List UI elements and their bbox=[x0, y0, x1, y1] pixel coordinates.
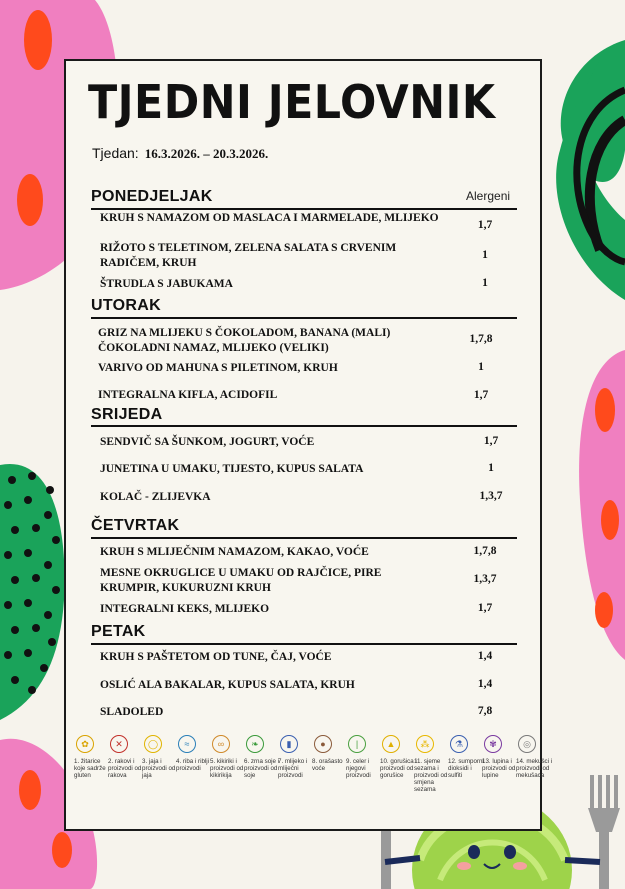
milk-icon: ▮ bbox=[280, 735, 298, 753]
allergen-code: 1 bbox=[482, 277, 488, 289]
legend-item: ⁂ 11. sjeme sezama i proizvodi od smjena sezama bbox=[414, 735, 448, 793]
allergen-code: 1 bbox=[478, 361, 484, 373]
legend-item: ✕ 2. rakovi i proizvodi od rakova bbox=[108, 735, 142, 779]
allergen-code: 1,7 bbox=[473, 389, 489, 401]
allergen-code: 1,4 bbox=[477, 650, 493, 662]
week-dates: 16.3.2026. – 20.3.2026. bbox=[144, 146, 269, 161]
menu-item: JUNETINA U UMAKU, TIJESTO, KUPUS SALATA bbox=[100, 463, 364, 475]
week-range bbox=[92, 145, 268, 162]
allergen-code: 1,3,7 bbox=[473, 573, 497, 585]
divider bbox=[91, 643, 517, 645]
allergen-legend bbox=[74, 735, 553, 805]
day-heading-thursday: ČETVRTAK bbox=[91, 517, 180, 534]
fork-right bbox=[588, 775, 620, 889]
allergen-code: 1,7 bbox=[477, 602, 493, 614]
mustard-icon: ▲ bbox=[382, 735, 400, 753]
divider bbox=[91, 208, 517, 210]
menu-item: SLADOLED bbox=[100, 706, 164, 718]
peanut-icon: ∞ bbox=[212, 735, 230, 753]
day-heading-friday: PETAK bbox=[91, 623, 146, 640]
legend-item: ◯ 3. jaja i proizvodi od jaja bbox=[142, 735, 176, 779]
allergen-code: 1 bbox=[482, 249, 488, 261]
menu-item: MESNE OKRUGLICE U UMAKU OD RAJČICE, PIRE KRUMPIR, KUKURUZNI KRUH bbox=[100, 567, 382, 594]
legend-item: ❧ 6. zrna soje i proizvodi od soje bbox=[244, 735, 278, 779]
allergen-code: 1,7,8 bbox=[473, 545, 497, 557]
egg-icon: ◯ bbox=[144, 735, 162, 753]
menu-item: RIŽOTO S TELETINOM, ZELENA SALATA S CRVENIM RADIČEM, KRUH bbox=[100, 242, 397, 269]
legend-item: ● 8. orašasto voće bbox=[312, 735, 346, 772]
allergen-code: 1,7,8 bbox=[469, 333, 493, 345]
allergen-code: 7,8 bbox=[477, 705, 493, 717]
legend-item: ◎ 14. mekušci i proizvodi od mekušaca bbox=[516, 735, 550, 779]
sulfite-icon: ⚗ bbox=[450, 735, 468, 753]
menu-item: ŠTRUDLA S JABUKAMA bbox=[100, 278, 233, 290]
menu-item: OSLIĆ ALA BAKALAR, KUPUS SALATA, KRUH bbox=[100, 679, 355, 691]
menu-item: KRUH S PAŠTETOM OD TUNE, ČAJ, VOĆE bbox=[100, 651, 332, 663]
divider bbox=[91, 537, 517, 539]
menu-card bbox=[64, 59, 542, 831]
menu-item: KRUH S NAMAZOM OD MASLACA I MARMELADE, MLIJEKO bbox=[100, 212, 439, 224]
legend-item: ∞ 5. kikiriki i proizvodi od kikirikija bbox=[210, 735, 244, 779]
page-title: TJEDNI JELOVNIK bbox=[88, 75, 496, 129]
menu-item: KOLAČ - ZLIJEVKA bbox=[100, 491, 211, 503]
allergen-column-header: Alergeni bbox=[466, 189, 511, 203]
day-heading-tuesday: UTORAK bbox=[91, 297, 161, 314]
allergen-code: 1,3,7 bbox=[479, 490, 503, 502]
legend-item: ✿ 1. žitarice koje sadrže gluten bbox=[74, 735, 108, 779]
legend-item: ⚗ 12. sumporni dioksidi i sulfiti bbox=[448, 735, 482, 779]
soy-icon: ❧ bbox=[246, 735, 264, 753]
legend-item: ✾ 13. lupina i proizvodi od lupine bbox=[482, 735, 516, 779]
menu-item: KRUH S MLIJEČNIM NAMAZOM, KAKAO, VOĆE bbox=[100, 546, 369, 558]
sesame-icon: ⁂ bbox=[416, 735, 434, 753]
crab-icon: ✕ bbox=[110, 735, 128, 753]
legend-item: ≈ 4. riba i riblji proizvodi bbox=[176, 735, 210, 772]
menu-item: INTEGRALNI KEKS, MLIJEKO bbox=[100, 603, 270, 615]
week-label: Tjedan: bbox=[92, 145, 139, 161]
menu-item: INTEGRALNA KIFLA, ACIDOFIL bbox=[98, 389, 278, 401]
day-heading-monday: PONEDJELJAK bbox=[91, 188, 213, 205]
fish-icon: ≈ bbox=[178, 735, 196, 753]
orange-spot bbox=[24, 10, 52, 70]
allergen-code: 1 bbox=[488, 462, 494, 474]
allergen-code: 1,7 bbox=[477, 219, 493, 231]
wheat-icon: ✿ bbox=[76, 735, 94, 753]
menu-item: GRIZ NA MLIJEKU S ČOKOLADOM, BANANA (MALI) ČOKOLADNI NAMAZ, MLIJEKO (VELIKI) bbox=[98, 327, 391, 354]
celery-icon: | bbox=[348, 735, 366, 753]
divider bbox=[91, 425, 517, 427]
allergen-code: 1,7 bbox=[483, 435, 499, 447]
orange-spot bbox=[17, 174, 43, 226]
legend-item: ▮ 7. mlijeko i mliječni proizvodi bbox=[278, 735, 312, 779]
menu-item: SENDVIČ SA ŠUNKOM, JOGURT, VOĆE bbox=[100, 436, 315, 448]
mollusc-icon: ◎ bbox=[518, 735, 536, 753]
nut-icon: ● bbox=[314, 735, 332, 753]
legend-item: ▲ 10. gorušica i proizvodi od gorušice bbox=[380, 735, 414, 779]
divider bbox=[91, 317, 517, 319]
legend-item: | 9. celer i njegovi proizvodi bbox=[346, 735, 380, 779]
day-heading-wednesday: SRIJEDA bbox=[91, 406, 163, 423]
menu-item: VARIVO OD MAHUNA S PILETINOM, KRUH bbox=[98, 362, 338, 374]
allergen-code: 1,4 bbox=[477, 678, 493, 690]
lupin-icon: ✾ bbox=[484, 735, 502, 753]
